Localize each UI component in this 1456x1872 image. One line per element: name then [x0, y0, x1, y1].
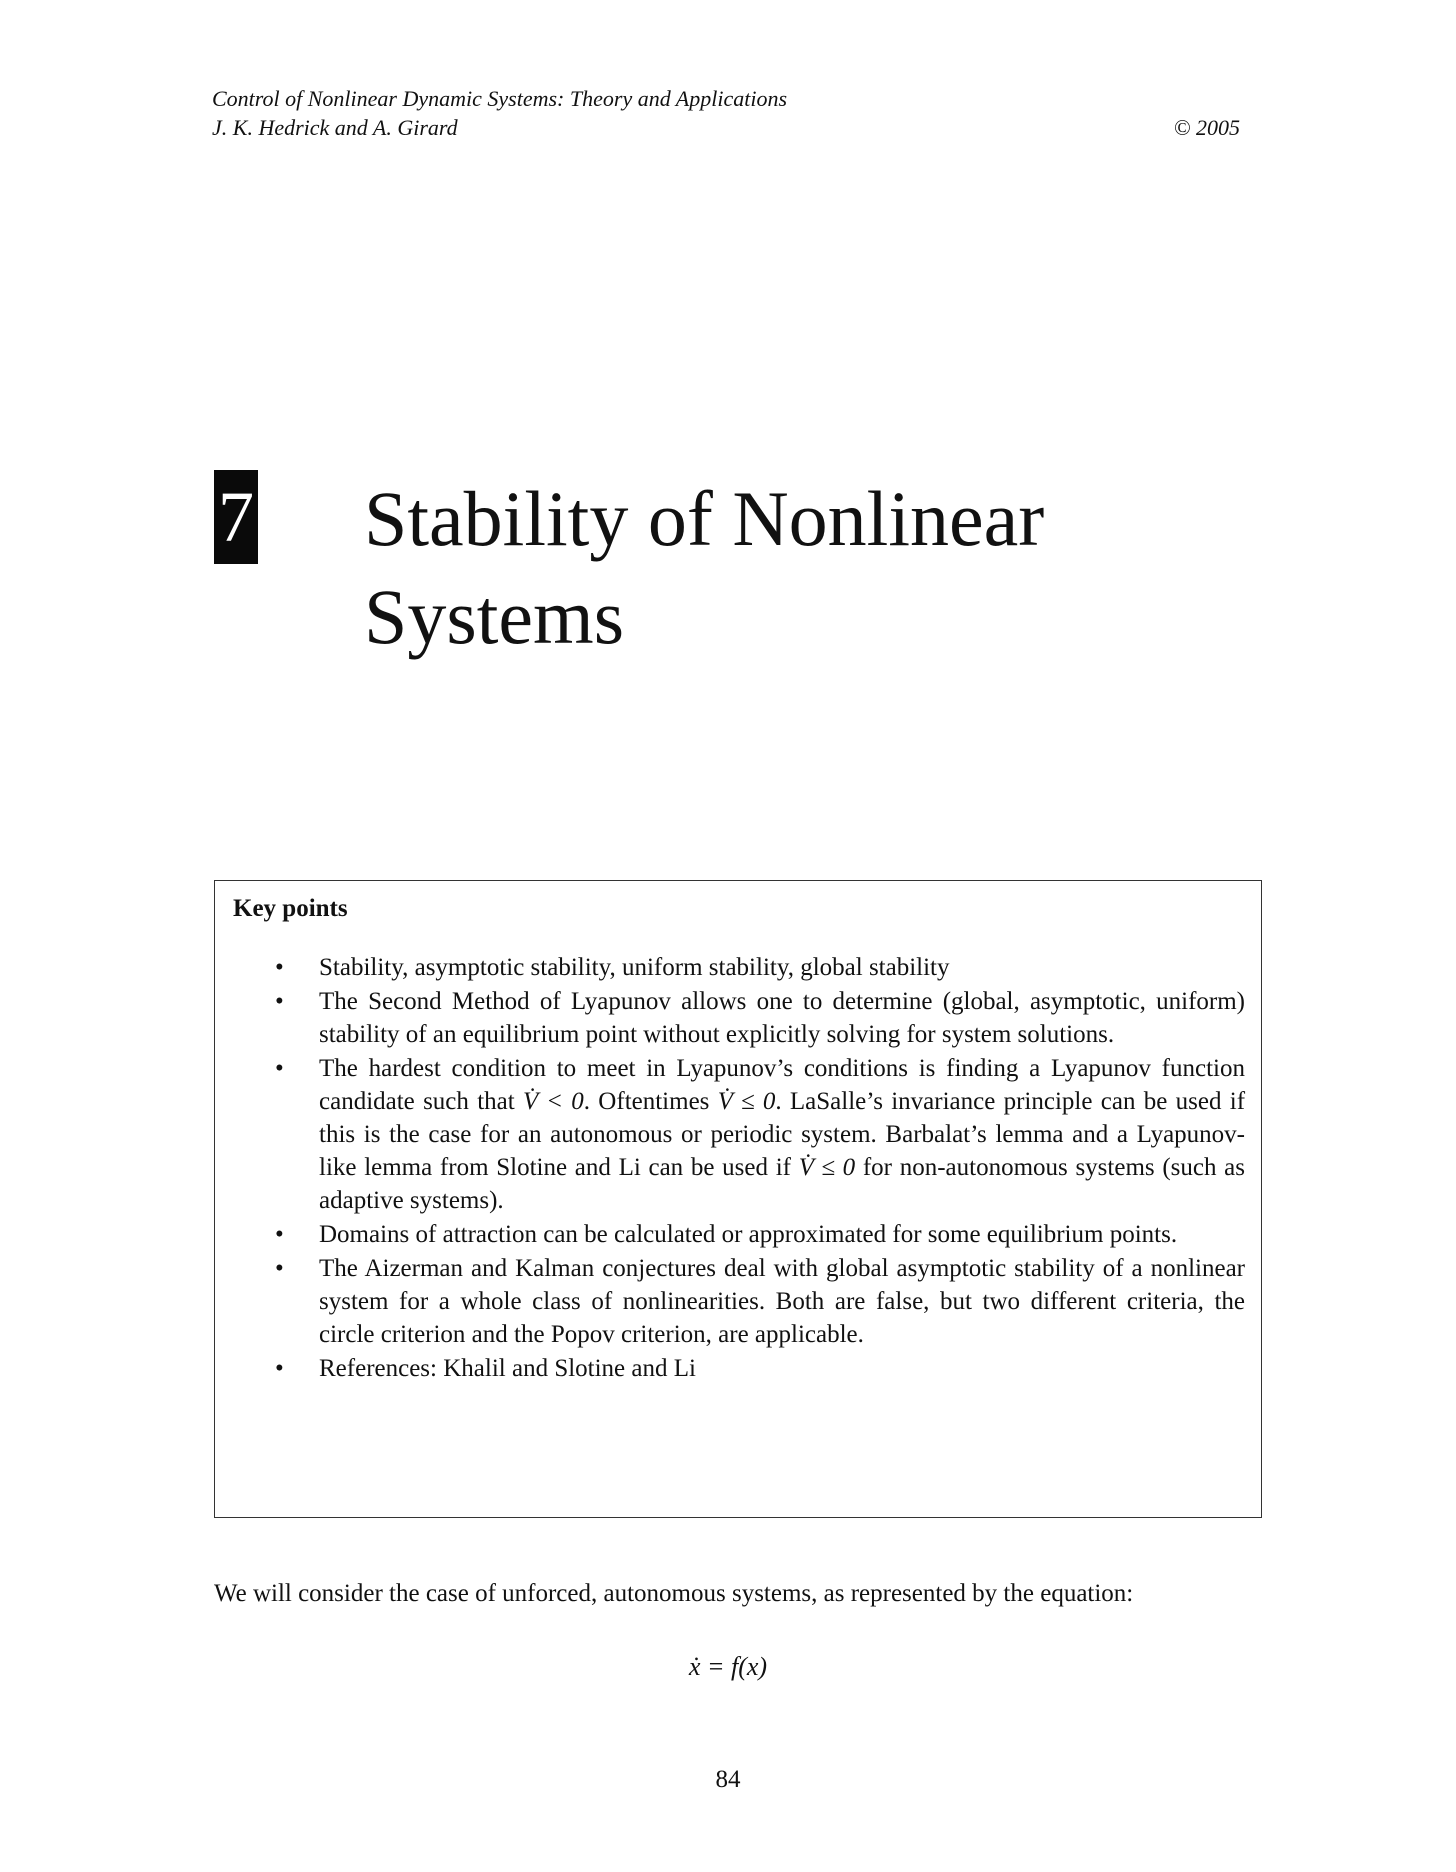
key-point-text: . LaSalle’s invariance principle can be used if this is the case for an autonomous or periodic system. Barbalat’s lemma and a Lyapunov-like lemma from Slotine and Li can be used if [319, 1088, 1246, 1181]
key-point-text: The Second Method of Lyapunov allows one to determine (global, asymptotic, uniform) stability of an equilibrium point without explicitly solving for system solutions. [319, 988, 1245, 1048]
page-number: 84 [715, 1766, 741, 1793]
chapter-number-badge: 7 [214, 470, 258, 564]
copyright: © 2005 [1173, 115, 1240, 140]
header-row-authors [212, 113, 1240, 142]
math-inline: V̇ ≤ 0 [798, 1154, 856, 1181]
bullet-icon: • [275, 954, 284, 981]
key-point-text: The hardest condition to meet in Lyapunov’s conditions is finding a Lyapunov function candidate such that [319, 1055, 1245, 1115]
key-point-text: . Oftentimes [583, 1088, 710, 1115]
key-point-item [233, 1218, 1245, 1251]
bullet-icon: • [275, 1255, 284, 1282]
chapter-title [364, 470, 1224, 666]
header-row-title [212, 84, 1240, 113]
bullet-icon: • [275, 988, 284, 1015]
bullet-icon: • [275, 1055, 284, 1082]
key-points-heading: Key points [233, 895, 348, 922]
key-point-item [233, 951, 1245, 984]
key-point-item [233, 1052, 1245, 1217]
key-point-item [233, 985, 1245, 1051]
key-point-text: for non-autonomous systems (such as adaptive systems). [319, 1154, 1245, 1214]
key-point-text: The Aizerman and Kalman conjectures deal with global asymptotic stability of a nonlinear system for a whole class of nonlinearities. Both are false, but two different criteria, the circle criterion and the Popov criterion, are applicable. [319, 1255, 1245, 1348]
running-header [212, 84, 1240, 142]
equation: ẋ = f(x) [688, 1652, 768, 1681]
chapter-title-line-2: Systems [364, 573, 625, 660]
key-point-item [233, 1252, 1245, 1351]
bullet-icon: • [275, 1355, 284, 1382]
authors: J. K. Hedrick and A. Girard [212, 115, 458, 140]
chapter-title-line-1: Stability of Nonlinear [364, 475, 1045, 562]
body-paragraph: We will consider the case of unforced, autonomous systems, as represented by the equation: [214, 1580, 1134, 1607]
key-points-box [214, 880, 1262, 1518]
key-point-text: References: Khalil and Slotine and Li [319, 1355, 696, 1382]
math-inline: V̇ ≤ 0 [717, 1088, 776, 1115]
bullet-icon: • [275, 1221, 284, 1248]
math-inline: V̇ < 0 [522, 1088, 584, 1115]
book-title: Control of Nonlinear Dynamic Systems: Theory and Applications [212, 86, 788, 111]
key-points-list [233, 951, 1245, 1385]
key-point-text: Domains of attraction can be calculated or approximated for some equilibrium points. [319, 1221, 1178, 1248]
key-point-text: Stability, asymptotic stability, uniform stability, global stability [319, 954, 950, 981]
key-point-item [233, 1352, 1245, 1385]
